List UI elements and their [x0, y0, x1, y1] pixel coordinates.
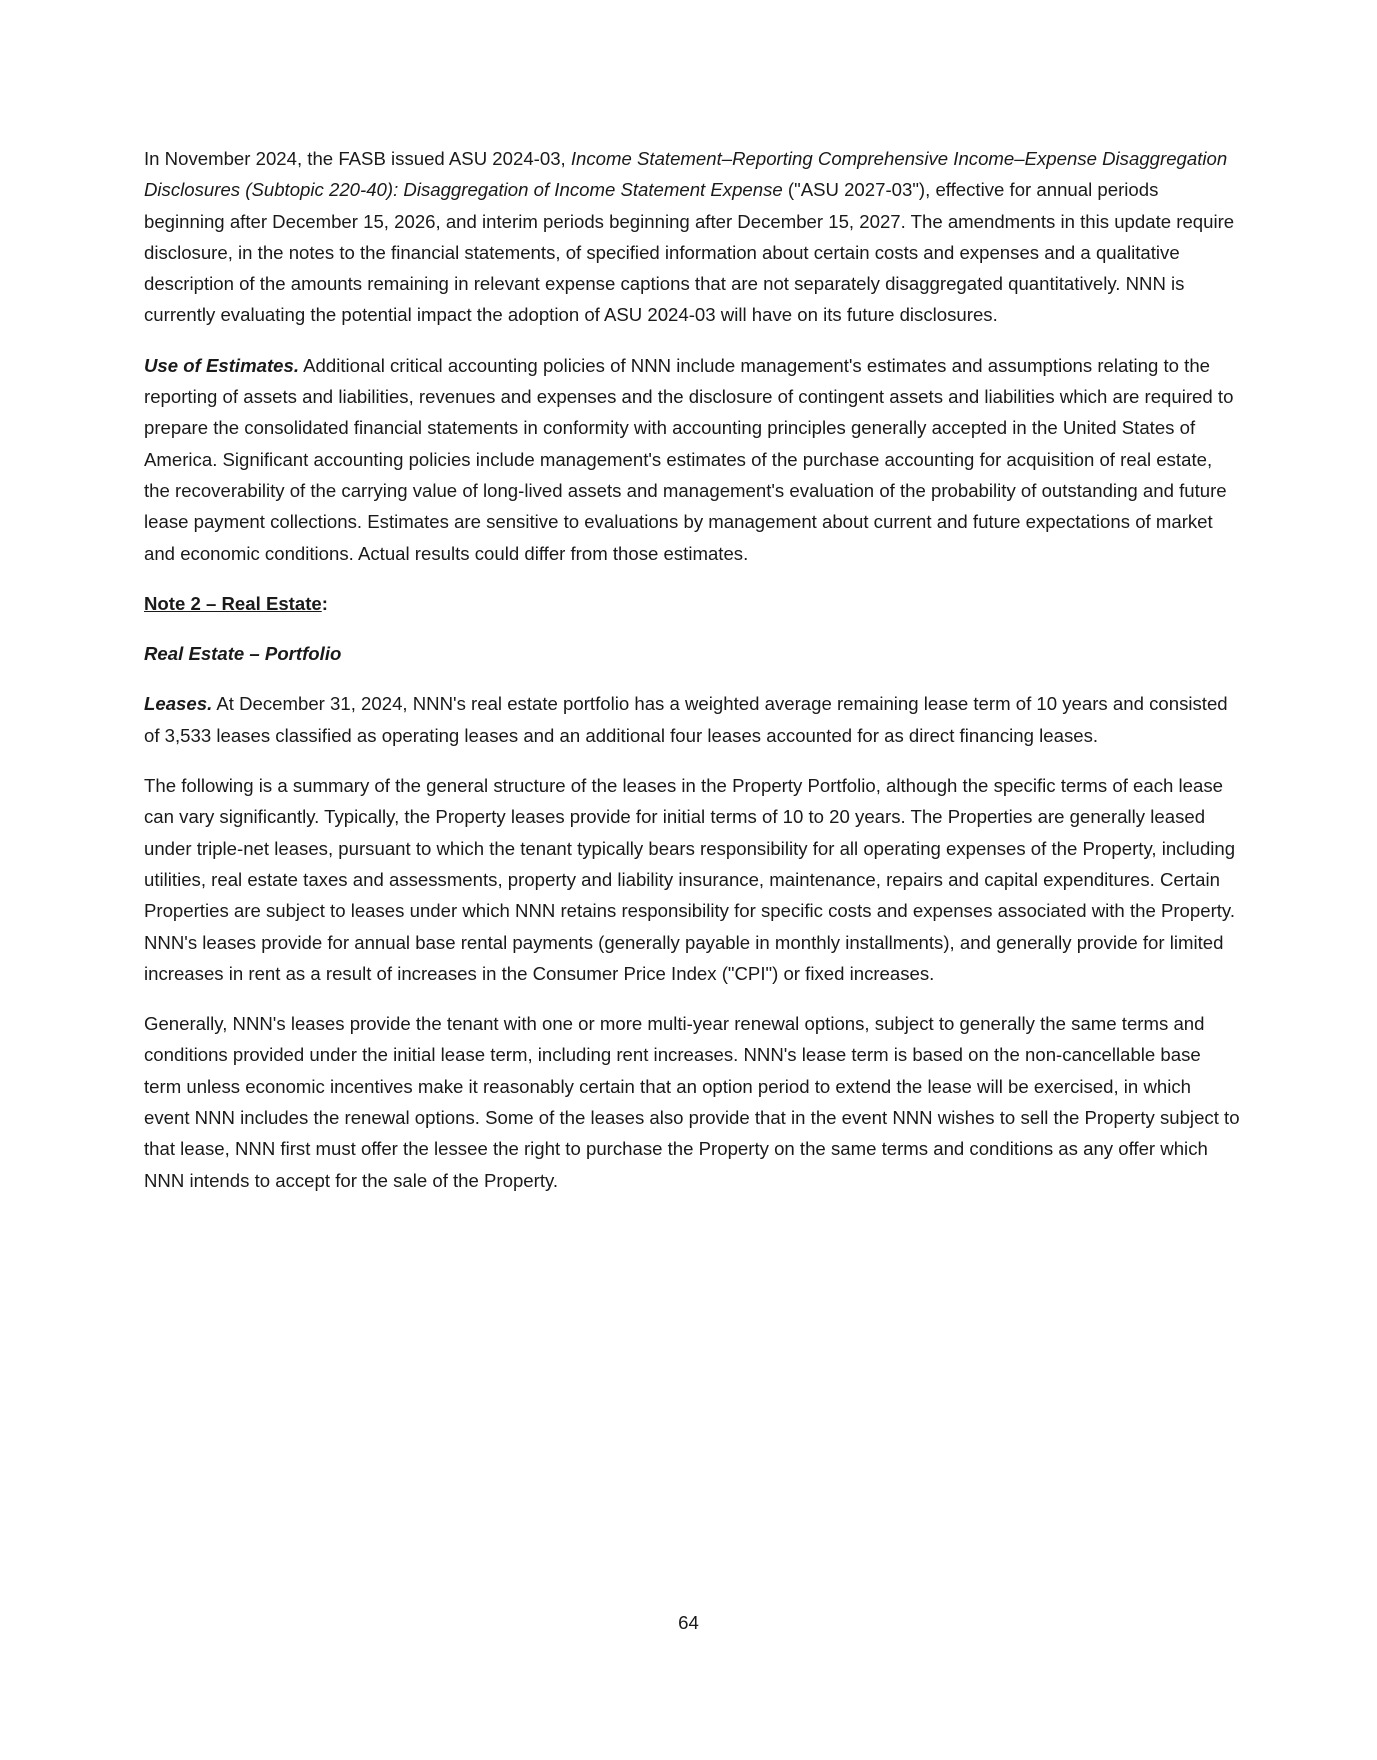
asu-rest-text: ("ASU 2027-03"), effective for annual periods beginning after December 15, 2026, and interim periods beginning after December 15, 2027. The amendments in this update require disclosure, in the notes to the financial statements, of specified information about certain costs and expenses and a qualitative description of the amounts remaining in relevant expense captions that are not separately disaggregated quantitatively. NNN is currently evaluating the potential impact the adoption of ASU 2024-03 will have on its future disclosures. [144, 179, 1235, 326]
page-body [144, 143, 1240, 1215]
paragraph-lease-structure: The following is a summary of the general structure of the leases in the Property Portfolio, although the specific terms of each lease can vary significantly. Typically, the Property leases provide for initial terms of 10 to 20 years. The Properties are generally leased under triple-net leases, pursuant to which the tenant typically bears responsibility for all operating expenses of the Property, including utilities, real estate taxes and assessments, property and liability insurance, maintenance, repairs and capital expenditures. Certain Properties are subject to leases under which NNN retains responsibility for specific costs and expenses associated with the Property. NNN's leases provide for annual base rental payments (generally payable in monthly installments), and generally provide for limited increases in rent as a result of increases in the Consumer Price Index ("CPI") or fixed increases. [144, 775, 1236, 984]
paragraph-use-of-estimates [144, 350, 1240, 569]
asu-intro-text: In November 2024, the FASB issued ASU 2024-03, [144, 148, 571, 169]
paragraph-leases [144, 688, 1240, 751]
paragraph-asu-2024-03 [144, 143, 1240, 331]
paragraph-renewal-options: Generally, NNN's leases provide the tenant with one or more multi-year renewal options, subject to generally the same terms and conditions provided under the initial lease term, including rent increases. NNN's lease term is based on the non-cancellable base term unless economic incentives make it reasonably certain that an option period to extend the lease will be exercised, in which event NNN includes the renewal options. Some of the leases also provide that in the event NNN wishes to sell the Property subject to that lease, NNN first must offer the lessee the right to purchase the Property on the same terms and conditions as any offer which NNN intends to accept for the sale of the Property. [144, 1013, 1240, 1191]
estimates-lead: Use of Estimates. [144, 354, 300, 376]
estimates-text: Additional critical accounting policies of NNN include management's estimates and assumptions relating to the reporting of assets and liabilities, revenues and expenses and the disclosure of contingent assets and liabilities which are required to prepare the consolidated financial statements in conformity with accounting principles generally accepted in the United States of America. Significant accounting policies include management's estimates of the purchase accounting for acquisition of real estate, the recoverability of the carrying value of long-lived assets and management's evaluation of the probability of outstanding and future lease payment collections. Estimates are sensitive to evaluations by management about current and future expectations of market and economic conditions. Actual results could differ from those estimates. [144, 354, 1234, 564]
asu-title-italic: Income Statement–Reporting Comprehensive Income–Expense Disaggregation Disclosures (Subtopic 220-40): Disaggregation of Income Statement Expense [144, 148, 1228, 201]
note-2-title: Note 2 – Real Estate [144, 592, 322, 614]
portfolio-subheading: Real Estate – Portfolio [144, 643, 342, 665]
note-2-heading [144, 588, 1240, 619]
leases-lead: Leases. [144, 693, 213, 715]
page-number: 64 [678, 1612, 699, 1633]
leases-text: At December 31, 2024, NNN's real estate portfolio has a weighted average remaining lease term of 10 years and consisted of 3,533 leases classified as operating leases and an additional four leases accounted for as direct financing leases. [144, 693, 1228, 746]
note-2-colon: : [321, 592, 328, 614]
